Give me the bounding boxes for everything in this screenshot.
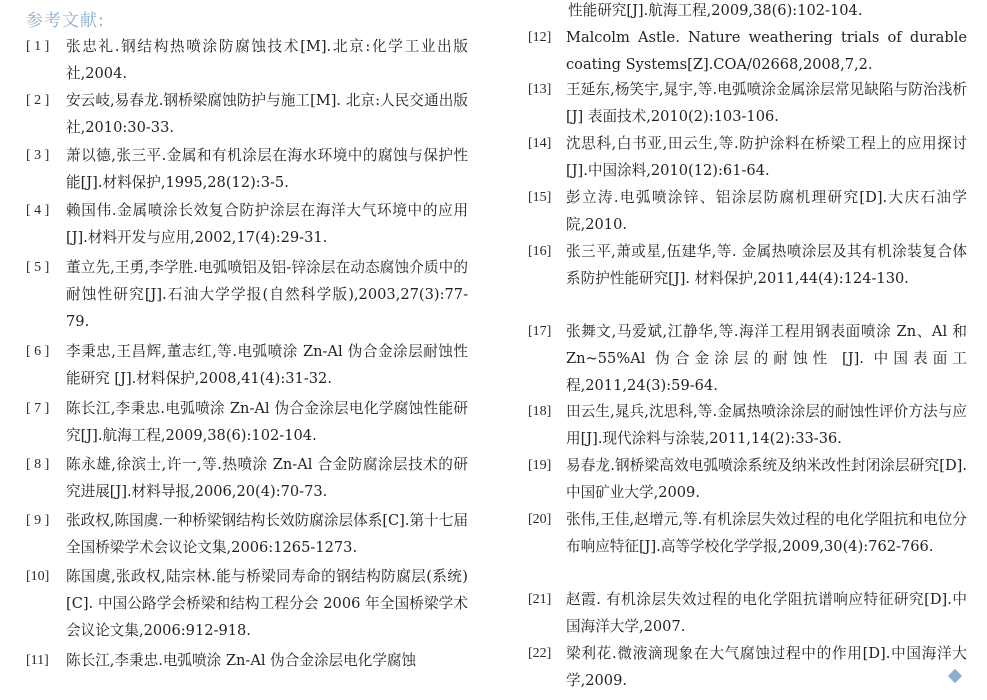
reference-text: 陈长江,李秉忠.电弧喷涂 Zn-Al 伪合金涂层电化学腐蚀性能研究[J].航海工程,2009,38(6):102-104. (66, 400, 468, 444)
reference-3 (26, 142, 468, 196)
reference-text: 易春龙.钢桥梁高效电弧喷涂系统及纳米改性封闭涂层研究[D].中国矿业大学,2009. (566, 457, 967, 501)
reference-number: [14] (528, 136, 552, 151)
reference-text: 张政权,陈国虞.一种桥梁钢结构长效防腐涂层体系[C].第十七届全国桥梁学术会议论文集,2006:1265-1273. (66, 512, 468, 556)
reference-text: 赵霞. 有机涂层失效过程的电化学阻抗谱响应特征研究[D].中国海洋大学,2007. (566, 591, 967, 635)
reference-1 (26, 33, 468, 87)
reference-16 (528, 238, 967, 292)
reference-9 (26, 507, 468, 561)
reference-number: [15] (528, 190, 552, 205)
reference-4 (26, 197, 468, 251)
reference-12 (528, 24, 967, 78)
reference-19 (528, 452, 967, 506)
reference-number: [13] (528, 82, 552, 97)
reference-number: [18] (528, 404, 552, 419)
reference-text: 董立先,王勇,李学胜.电弧喷铝及铝-锌涂层在动态腐蚀介质中的耐蚀性研究[J].石油大学学报(自然科学版),2003,27(3):77-79. (66, 259, 468, 330)
reference-text: 赖国伟.金属喷涂长效复合防护涂层在海洋大气环境中的应用 [J].材料开发与应用,2002,17(4):29-31. (66, 202, 468, 246)
reference-number: [16] (528, 244, 552, 259)
reference-6 (26, 338, 468, 392)
reference-text: 彭立涛.电弧喷涂锌、铝涂层防腐机理研究[D].大庆石油学院,2010. (566, 189, 967, 233)
reference-text: 梁利花.微液滴现象在大气腐蚀过程中的作用[D].中国海洋大学,2009. (566, 645, 967, 689)
reference-text: 张忠礼.钢结构热喷涂防腐蚀技术[M].北京:化学工业出版社,2004. (66, 38, 468, 82)
reference-text: 沈思科,白书亚,田云生,等.防护涂料在桥梁工程上的应用探讨[J].中国涂料,2010(12):61-64. (566, 135, 967, 179)
reference-number: [ 3 ] (26, 148, 50, 163)
reference-number: [22] (528, 646, 552, 661)
reference-number: [ 5 ] (26, 260, 50, 275)
references-heading: 参考文献: (26, 11, 105, 31)
reference-text: 张三平,萧或星,伍建华,等. 金属热喷涂层及其有机涂装复合体系防护性能研究[J]. 材料保护,2011,44(4):124-130. (566, 243, 967, 287)
reference-5 (26, 254, 468, 335)
reference-7 (26, 395, 468, 449)
reference-text: 陈国虞,张政权,陆宗林.能与桥梁同寿命的钢结构防腐层(系统)[C]. 中国公路学会桥梁和结构工程分会 2006 年全国桥梁学术会议论文集,2006:912-918. (66, 568, 468, 639)
reference-number: [ 1 ] (26, 39, 50, 54)
reference-21 (528, 586, 967, 640)
continued-reference-text: 性能研究[J].航海工程,2009,38(6):102-104. (568, 2, 863, 19)
reference-text: 田云生,晁兵,沈思科,等.金属热喷涂涂层的耐蚀性评价方法与应用[J].现代涂料与涂装,2011,14(2):33-36. (566, 403, 967, 447)
reference-number: [ 6 ] (26, 344, 50, 359)
reference-13 (528, 76, 967, 130)
reference-22 (528, 640, 967, 694)
reference-2 (26, 87, 468, 141)
reference-number: [19] (528, 458, 552, 473)
reference-text: 王延东,杨笑宇,晁宇,等.电弧喷涂金属涂层常见缺陷与防治浅析[J] 表面技术,2010(2):103-106. (566, 81, 967, 125)
reference-number: [21] (528, 592, 552, 607)
reference-number: [ 2 ] (26, 93, 50, 108)
reference-number: [ 4 ] (26, 203, 50, 218)
reference-18 (528, 398, 967, 452)
reference-number: [17] (528, 324, 552, 339)
reference-text: 陈长江,李秉忠.电弧喷涂 Zn-Al 伪合金涂层电化学腐蚀 (66, 652, 417, 669)
reference-text: 李秉忠,王昌辉,董志红,等.电弧喷涂 Zn-Al 伪合金涂层耐蚀性能研究 [J].材料保护,2008,41(4):31-32. (66, 343, 468, 387)
reference-15 (528, 184, 967, 238)
reference-11 (26, 647, 468, 674)
reference-text: Malcolm Astle. Nature weathering trials of durable coating Systems[Z].COA/02668,2008,7,2. (566, 29, 967, 73)
reference-17 (528, 318, 967, 399)
reference-10 (26, 563, 468, 644)
reference-number: [12] (528, 30, 552, 45)
reference-text: 安云岐,易春龙.钢桥梁腐蚀防护与施工[M]. 北京:人民交通出版社,2010:30-33. (66, 92, 468, 136)
reference-number: [11] (26, 653, 49, 668)
reference-text: 陈永雄,徐滨士,许一,等.热喷涂 Zn-Al 合金防腐涂层技术的研究进展[J].材料导报,2006,20(4):70-73. (66, 456, 468, 500)
reference-text: 张舞文,马爱斌,江静华,等.海洋工程用钢表面喷涂 Zn、Al 和 Zn~55%Al 伪合金涂层的耐蚀性 [J]. 中国表面工程,2011,24(3):59-64. (566, 323, 967, 394)
reference-number: [ 9 ] (26, 513, 50, 528)
reference-8 (26, 451, 468, 505)
reference-number: [20] (528, 512, 552, 527)
reference-14 (528, 130, 967, 184)
reference-text: 萧以德,张三平.金属和有机涂层在海水环境中的腐蚀与保护性能[J].材料保护,1995,28(12):3-5. (66, 147, 468, 191)
reference-text: 张伟,王佳,赵增元,等.有机涂层失效过程的电化学阻抗和电位分布响应特征[J].高等学校化学学报,2009,30(4):762-766. (566, 511, 967, 555)
reference-number: [10] (26, 569, 50, 584)
reference-number: [ 7 ] (26, 401, 50, 416)
reference-20 (528, 506, 967, 560)
reference-number: [ 8 ] (26, 457, 50, 472)
